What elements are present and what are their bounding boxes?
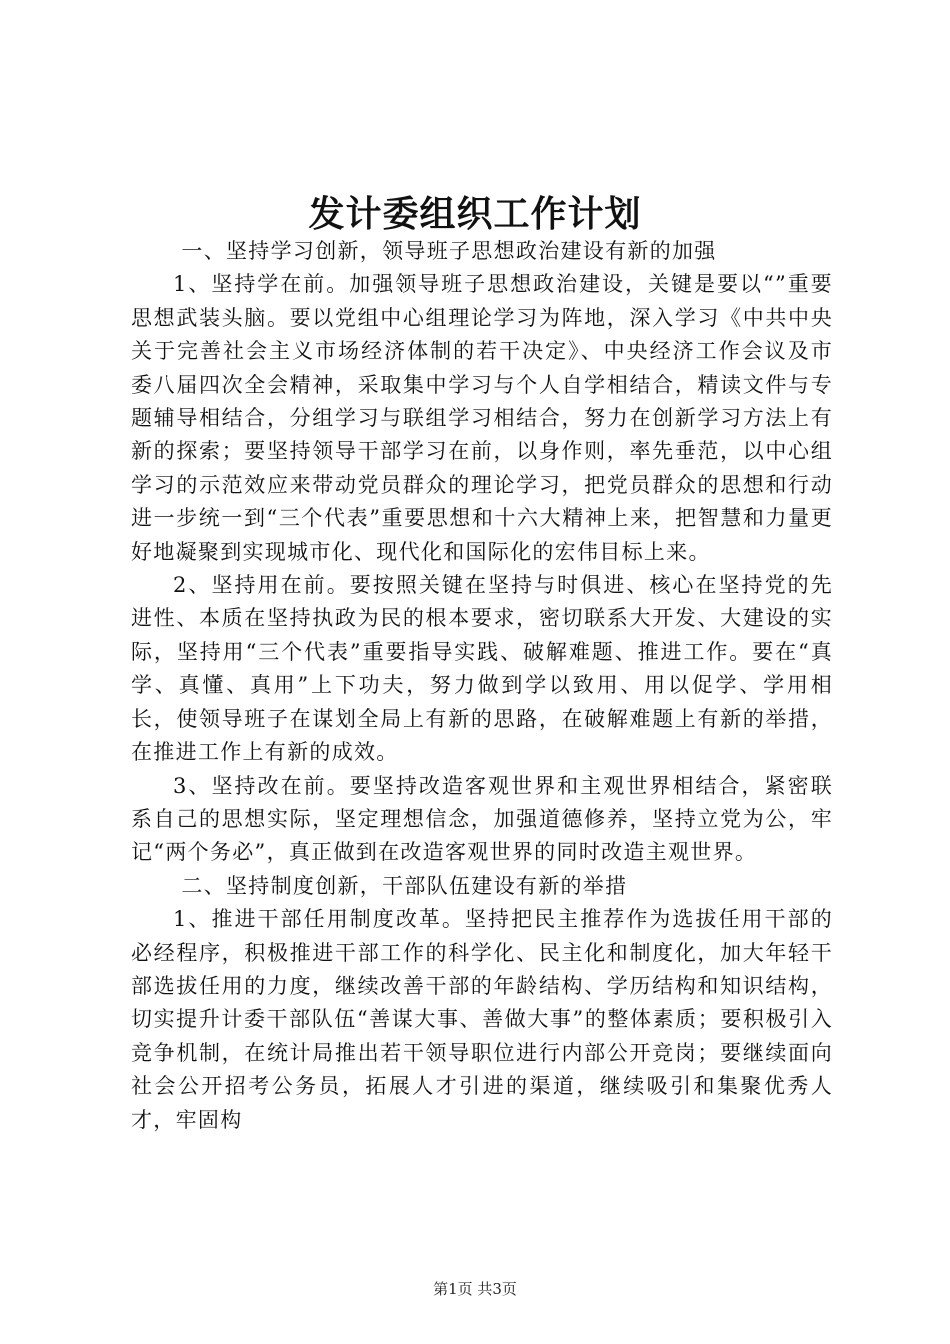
paragraph-1-1: 1、坚持学在前。加强领导班子思想政治建设，关键是要以“”重要思想武装头脑。要以党组中心组理论学习为阵地，深入学习《中共中央关于完善社会主义市场经济体制的若干决定》、中央经济工作会议及市委八届四次全会精神，采取集中学习与个人自学相结合，精读文件与专题辅导相结合，分组学习与联组学习相结合，努力在创新学习方法上有新的探索；要坚持领导干部学习在前，以身作则，率先垂范，以中心组学习的示范效应来带动党员群众的理论学习，把党员群众的思想和行动进一步统一到“三个代表”重要思想和十六大精神上来，把智慧和力量更好地凝聚到实现城市化、现代化和国际化的宏伟目标上来。 [131,272,833,564]
document-title: 发计委组织工作计划 [308,193,642,235]
paragraph-1-3: 3、坚持改在前。要坚持改造客观世界和主观世界相结合，紧密联系自己的思想实际，坚定理想信念，加强道德修养，坚持立党为公，牢记“两个务必”，真正做到在改造客观世界的同时改造主观世界。 [131,773,833,865]
document-body [131,235,833,1137]
paragraph-2-1: 1、推进干部任用制度改革。坚持把民主推荐作为选拔任用干部的必经程序，积极推进干部工作的科学化、民主化和制度化，加大年轻干部选拔任用的力度，继续改善干部的年龄结构、学历结构和知识结构，切实提升计委干部队伍“善谋大事、善做大事”的整体素质；要积极引入竞争机制，在统计局推出若干领导职位进行内部公开竞岗；要继续面向社会公开招考公务员，拓展人才引进的渠道，继续吸引和集聚优秀人才，牢固构 [131,907,833,1132]
paragraph-1-2: 2、坚持用在前。要按照关键在坚持与时俱进、核心在坚持党的先进性、本质在坚持执政为民的根本要求，密切联系大开发、大建设的实际，坚持用“三个代表”重要指导实践、破解难题、推进工作。要在“真学、真懂、真用”上下功夫，努力做到学以致用、用以促学、学用相长，使领导班子在谋划全局上有新的思路，在破解难题上有新的举措，在推进工作上有新的成效。 [131,573,833,765]
section-heading-2: 二、坚持制度创新，干部队伍建设有新的举措 [181,873,628,898]
section-heading-1: 一、坚持学习创新，领导班子思想政治建设有新的加强 [181,239,717,263]
page-footer: 第1页 共3页 [433,1280,517,1298]
